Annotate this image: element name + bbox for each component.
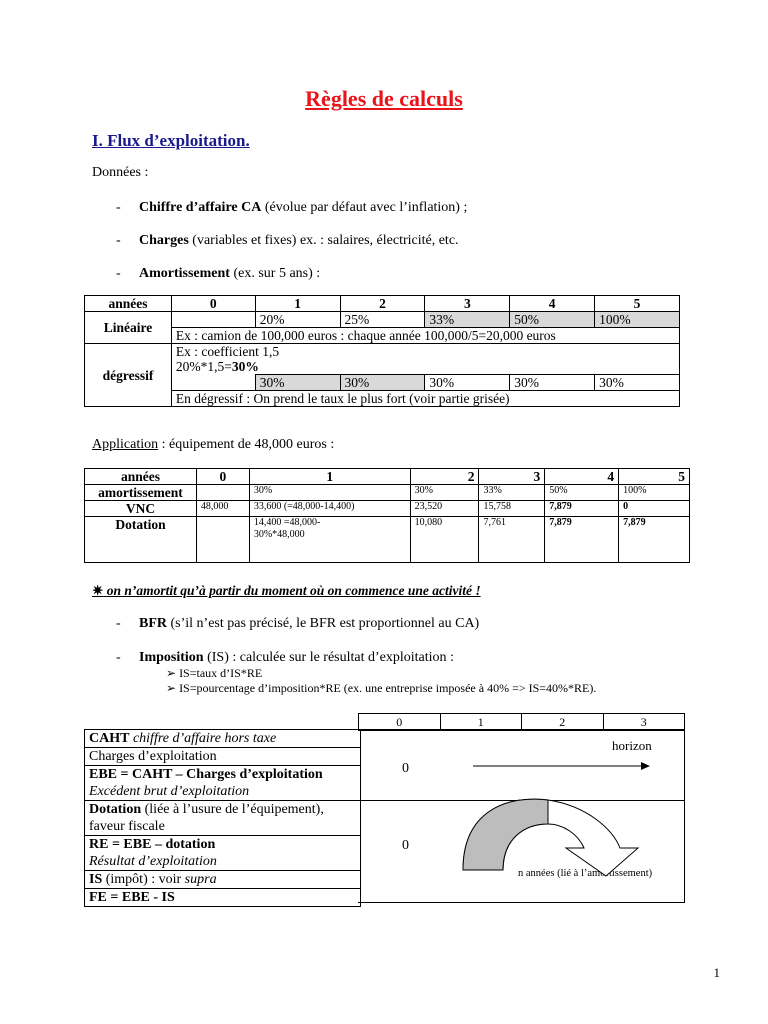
bullet-bold: BFR (139, 616, 167, 631)
table-row (85, 375, 680, 391)
degressif-result: 30% (231, 359, 259, 374)
header-cell: 3 (479, 469, 545, 485)
table-cell: 30% (340, 375, 425, 391)
degressif-example-2 (176, 359, 675, 374)
amortissement-table (84, 295, 680, 407)
table-row (85, 328, 680, 344)
row-label-vnc: VNC (85, 501, 197, 517)
arrow-bullet-icon: ➢ (166, 681, 177, 695)
table-cell: Ex : camion de 100,000 euros : chaque année 100,000/5=20,000 euros (171, 328, 679, 344)
row-is (85, 871, 360, 889)
bullet-bold: Imposition (139, 650, 204, 665)
caht-label: CAHT (89, 731, 130, 746)
row-ebe (85, 766, 360, 801)
header-cell: 4 (510, 296, 595, 312)
bullet-text: (ex. sur 5 ans) : (229, 266, 321, 281)
table-row (85, 391, 680, 407)
degressif-formula: 20%*1,5= (175, 359, 232, 374)
ebe-desc: Excédent brut d’exploitation (89, 784, 250, 799)
flux-left-column (84, 729, 361, 907)
zero-label-2: 0 (402, 838, 409, 853)
header-cell: années (85, 296, 172, 312)
table-cell: 30% (410, 485, 479, 501)
note-line (92, 583, 481, 599)
row-caht (85, 730, 360, 748)
row-label-degressif: dégressif (85, 344, 172, 407)
table-cell: 100% (595, 312, 680, 328)
application-text: : équipement de 48,000 euros : (158, 437, 335, 452)
table-cell: 25% (340, 312, 425, 328)
table-cell: 20% (255, 312, 340, 328)
horizon-arrow-icon (473, 762, 650, 770)
table-cell: 7,879 (619, 517, 690, 563)
row-label-lineaire: Linéaire (85, 312, 172, 344)
row-label-dotation: Dotation (85, 517, 197, 563)
sub-item-text: IS=pourcentage d’imposition*RE (ex. une entreprise imposée à 40% => IS=40%*RE). (179, 681, 597, 695)
table-cell: 30% (425, 375, 510, 391)
table-cell: 23,520 (410, 501, 479, 517)
is-label: IS (89, 872, 103, 887)
page-number: 1 (713, 965, 720, 980)
table-cell: 14,400 =48,000-30%*48,000 (249, 517, 410, 563)
zero-label-1: 0 (402, 761, 409, 776)
bullet-bold: Chiffre d’affaire CA (139, 200, 262, 215)
table-cell: 100% (619, 485, 690, 501)
sub-item-text: IS=taux d’IS*RE (179, 666, 263, 680)
table-cell: 10,080 (410, 517, 479, 563)
is-supra: supra (184, 872, 217, 887)
bullet-bold: Amortissement (139, 266, 230, 281)
is-desc: (impôt) : voir (102, 872, 185, 887)
header-cell: 4 (545, 469, 619, 485)
application-table (84, 468, 690, 563)
caht-desc: chiffre d’affaire hors taxe (129, 731, 277, 746)
table-cell: 33% (425, 312, 510, 328)
table-cell (171, 312, 255, 328)
header-cell: 0 (196, 469, 249, 485)
bullet-text: (s’il n’est pas précisé, le BFR est proportionnel au CA) (167, 616, 480, 631)
header-cell: 0 (359, 714, 441, 731)
bullet-text: (variables et fixes) ex. : salaires, électricité, etc. (188, 233, 459, 248)
bullet-dash: - (116, 266, 121, 281)
bullet-dash: - (116, 616, 121, 631)
header-cell: 1 (440, 714, 522, 731)
arrow-bullet-icon: ➢ (166, 666, 177, 680)
table-cell: 48,000 (196, 501, 249, 517)
page-title: Règles de calculs (305, 86, 463, 111)
header-cell: 1 (249, 469, 410, 485)
table-cell: 50% (510, 312, 595, 328)
table-cell: 30% (249, 485, 410, 501)
bullet-dash: - (116, 650, 121, 665)
bullet-text: (IS) : calculée sur le résultat d’exploitation : (203, 650, 454, 665)
header-cell: 3 (603, 714, 685, 731)
header-cell: 2 (522, 714, 604, 731)
header-cell: 5 (595, 296, 680, 312)
table-cell (171, 344, 679, 375)
header-cell: 3 (425, 296, 510, 312)
table-row (85, 517, 690, 563)
table-cell (171, 375, 255, 391)
row-fe (85, 889, 360, 906)
n-annees-label: n années (lié à l’amortissement) (518, 868, 653, 879)
row-label-amortissement: amortissement (85, 485, 197, 501)
table-cell: 30% (255, 375, 340, 391)
application-label: Application (92, 437, 159, 452)
flux-right-area (358, 729, 685, 903)
row-re (85, 836, 360, 871)
sub-item (166, 666, 262, 681)
ebe-label: EBE = CAHT – Charges d’exploitation (89, 767, 323, 782)
horizon-label: horizon (612, 738, 652, 753)
dotation-desc: (liée à l’usure de l’équipement), faveur fiscale (89, 802, 324, 834)
header-cell: 1 (255, 296, 340, 312)
bullet-text: (évolue par défaut avec l’inflation) ; (261, 200, 468, 215)
donnees-label: Données : (92, 165, 149, 180)
table-cell: 30% (510, 375, 595, 391)
table-row (85, 312, 680, 328)
table-cell: 33% (479, 485, 545, 501)
table-row (85, 344, 680, 375)
note-text: on n’amortit qu’à partir du moment où on commence une activité ! (106, 583, 481, 598)
bullet-dash: - (116, 233, 121, 248)
table-row (85, 501, 690, 517)
header-cell: années (85, 469, 197, 485)
degressif-example-1: Ex : coefficient 1,5 (175, 344, 280, 359)
table-cell: 7,879 (545, 501, 619, 517)
curved-arrow-icon (463, 799, 638, 876)
table-cell: 15,758 (479, 501, 545, 517)
header-cell: 2 (410, 469, 479, 485)
header-cell: 2 (340, 296, 425, 312)
star-icon: ✷ (92, 583, 104, 598)
table-cell: 30% (595, 375, 680, 391)
row-dotation (85, 801, 360, 836)
section-heading: I. Flux d’exploitation. (92, 131, 250, 150)
table-header-row (359, 714, 685, 731)
re-desc: Résultat d’exploitation (89, 854, 217, 869)
header-cell: 0 (171, 296, 255, 312)
table-cell: 33,600 (=48,000-14,400) (249, 501, 410, 517)
table-cell: 50% (545, 485, 619, 501)
table-cell (196, 517, 249, 563)
bullet-bold: Charges (139, 233, 189, 248)
row-charges: Charges d’exploitation (85, 748, 360, 766)
sub-item (166, 681, 596, 696)
dotation-label: Dotation (89, 802, 142, 817)
table-cell: 0 (619, 501, 690, 517)
bullet-dash: - (116, 200, 121, 215)
table-cell (196, 485, 249, 501)
table-cell: 7,761 (479, 517, 545, 563)
application-line (92, 436, 334, 453)
fe-label: FE = EBE - IS (89, 890, 175, 905)
re-label: RE = EBE – dotation (89, 837, 216, 852)
header-cell: 5 (619, 469, 690, 485)
flow-diagram (358, 730, 684, 902)
table-cell: En dégressif : On prend le taux le plus fort (voir partie grisée) (171, 391, 679, 407)
table-header-row (85, 296, 680, 312)
table-row (85, 485, 690, 501)
table-cell: 7,879 (545, 517, 619, 563)
table-header-row (85, 469, 690, 485)
